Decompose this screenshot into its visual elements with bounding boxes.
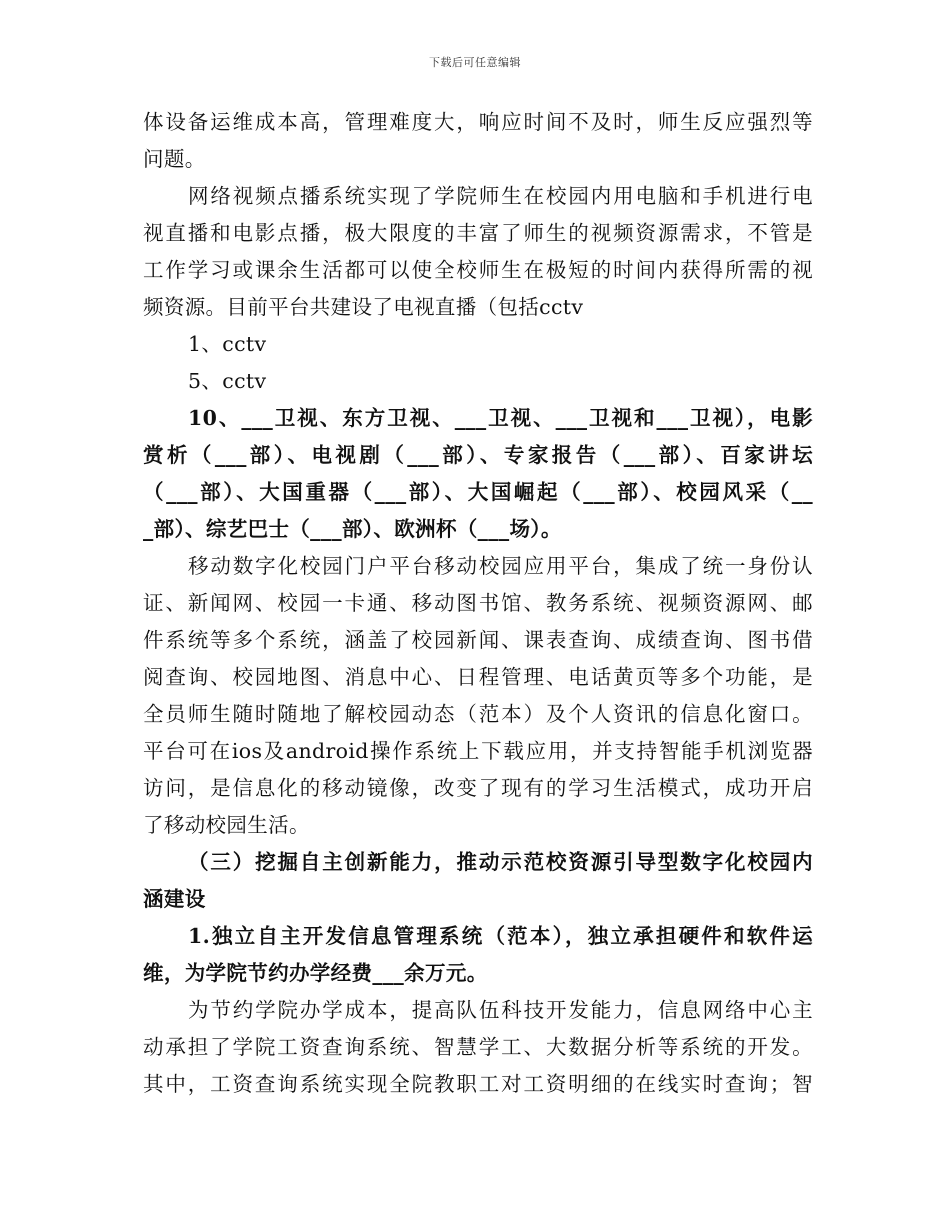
paragraph-start-line: 移动数字化校园门户平台移动校园应用平台，集成了统一身份认 xyxy=(188,554,813,578)
text-line: 问题。 xyxy=(143,147,206,171)
paragraph-start-line: 网络视频点播系统实现了学院师生在校园内用电脑和手机进行电 xyxy=(188,184,813,208)
text-line: 1、cctv xyxy=(188,332,267,356)
text-line: 了移动校园生活。 xyxy=(143,813,310,837)
text-line: 频资源。目前平台共建设了电视直播（包括cctv xyxy=(143,295,584,319)
document-body xyxy=(143,104,813,1103)
text-line: 5、cctv xyxy=(188,369,267,393)
text-line: 动承担了学院工资查询系统、智慧学工、大数据分析等系统的开发。 xyxy=(143,1035,813,1059)
text-line: 视直播和电影点播，极大限度的丰富了师生的视频资源需求，不管是 xyxy=(143,221,813,245)
text-line: 阅查询、校园地图、消息中心、日程管理、电话黄页等多个功能，是 xyxy=(143,665,813,689)
text-line: 证、新闻网、校园一卡通、移动图书馆、教务系统、视频资源网、邮 xyxy=(143,591,813,615)
text-line: 全员师生随时随地了解校园动态（范本）及个人资讯的信息化窗口。 xyxy=(143,702,813,726)
subheading-line: 维，为学院节约办学经费___余万元。 xyxy=(143,961,488,985)
bold-text-line: _部）、综艺巴士（___部）、欧洲杯（___场）。 xyxy=(143,517,562,541)
bold-text-line: 赏析（___部）、电视剧（___部）、专家报告（___部）、百家讲坛 xyxy=(143,443,813,467)
text-line: 件系统等多个系统，涵盖了校园新闻、课表查询、成绩查询、图书借 xyxy=(143,628,813,652)
text-line: 体设备运维成本高，管理难度大，响应时间不及时，师生反应强烈等 xyxy=(143,110,813,134)
paragraph-start-line: 为节约学院办学成本，提高队伍科技开发能力，信息网络中心主 xyxy=(188,998,813,1022)
subheading-line: 1.独立自主开发信息管理系统（范本），独立承担硬件和软件运 xyxy=(188,924,813,948)
page-header: 下载后可任意编辑 xyxy=(429,56,521,69)
text-line: 访问，是信息化的移动镜像，改变了现有的学习生活模式，成功开启 xyxy=(143,776,813,800)
text-line: 平台可在ios及android操作系统上下载应用，并支持智能手机浏览器 xyxy=(143,739,813,763)
section-heading-line: 涵建设 xyxy=(143,887,206,911)
text-line: 工作学习或课余生活都可以使全校师生在极短的时间内获得所需的视 xyxy=(143,258,813,282)
bold-text-line: （___部）、大国重器（___部）、大国崛起（___部）、校园风采（__ xyxy=(143,480,813,504)
bold-text-line: 10、___卫视、东方卫视、___卫视、___卫视和___卫视），电影 xyxy=(188,406,813,430)
text-line: 其中，工资查询系统实现全院教职工对工资明细的在线实时查询；智 xyxy=(143,1072,813,1096)
section-heading-line: （三）挖掘自主创新能力，推动示范校资源引导型数字化校园内 xyxy=(188,850,813,874)
